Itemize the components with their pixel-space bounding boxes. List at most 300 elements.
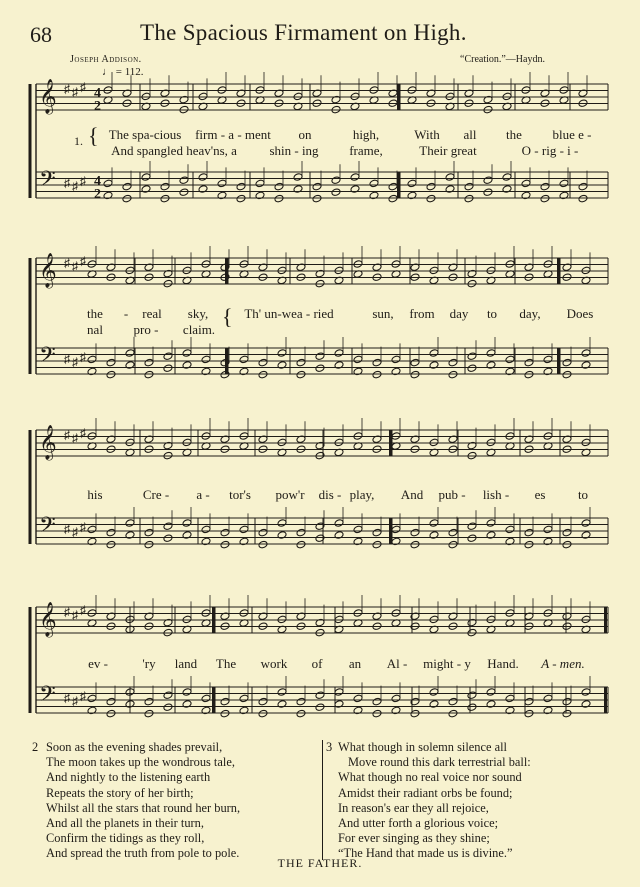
notehead — [122, 194, 132, 203]
lyric-syllable: tor's — [229, 487, 251, 502]
notehead — [429, 700, 439, 709]
notehead — [524, 358, 534, 367]
sharp-sign: ♯ — [80, 426, 86, 440]
notehead — [293, 185, 303, 194]
time-signature: 2 — [94, 99, 101, 114]
notehead — [562, 358, 572, 367]
notehead — [182, 688, 192, 697]
lyric-brace: { — [88, 123, 99, 148]
notehead — [274, 194, 284, 203]
lyric-syllable: 'ry — [142, 656, 156, 671]
sharp-sign: ♯ — [64, 691, 70, 705]
notehead — [562, 540, 572, 549]
notehead — [429, 688, 439, 697]
notehead — [106, 358, 116, 367]
notehead — [239, 432, 249, 441]
notehead — [106, 528, 116, 537]
notehead — [160, 182, 170, 191]
stanza-line: And spread the truth from pole to pole. — [46, 846, 240, 861]
double-barline — [389, 430, 392, 456]
notehead — [106, 709, 116, 718]
lyric-syllable: an — [348, 656, 362, 671]
stanza-line: And utter forth a glorious voice; — [338, 816, 499, 831]
lyric-syllable: his — [87, 487, 103, 502]
notehead — [350, 173, 360, 182]
notehead — [87, 432, 97, 441]
notehead — [372, 528, 382, 537]
sharp-sign: ♯ — [80, 520, 86, 534]
notehead — [125, 349, 135, 358]
stanza-number: 2 — [32, 740, 39, 754]
sharp-sign: ♯ — [64, 176, 70, 190]
sharp-sign: ♯ — [72, 525, 78, 539]
notehead — [315, 703, 325, 712]
lyric-syllable: frame, — [349, 143, 383, 158]
notehead — [543, 694, 553, 703]
notehead — [410, 540, 420, 549]
notehead — [122, 182, 132, 191]
tempo-marking: ♩ = 112. — [102, 66, 144, 78]
notehead — [543, 432, 553, 441]
lyric-syllable: pro - — [133, 322, 159, 337]
lyric-syllable: With — [414, 127, 440, 142]
notehead — [578, 194, 588, 203]
sharp-sign: ♯ — [80, 254, 86, 268]
notehead — [315, 691, 325, 700]
notehead — [505, 609, 515, 618]
notehead — [296, 358, 306, 367]
notehead — [144, 709, 154, 718]
treble-clef: 𝄞 — [39, 253, 57, 288]
notehead — [505, 694, 515, 703]
lyric-syllable: from — [409, 306, 435, 321]
notehead — [236, 182, 246, 191]
notehead — [277, 531, 287, 540]
final-barline — [604, 607, 607, 633]
lyric-syllable: The spa-cious — [108, 127, 182, 142]
notehead — [502, 92, 512, 101]
notehead — [350, 92, 360, 101]
notehead — [236, 194, 246, 203]
staves — [30, 72, 608, 718]
notehead — [372, 697, 382, 706]
stanza-line: For ever singing as they shine; — [338, 831, 490, 846]
notehead — [144, 540, 154, 549]
notehead — [448, 540, 458, 549]
sharp-sign: ♯ — [64, 428, 70, 442]
notehead — [372, 540, 382, 549]
section-footer: THE FATHER. — [277, 856, 363, 870]
stanza-line: “The Hand that made us is divine.” — [338, 846, 513, 861]
notehead — [255, 86, 265, 95]
lyric-syllable: land — [174, 656, 198, 671]
notehead — [258, 528, 268, 537]
notehead — [334, 519, 344, 528]
notehead — [239, 525, 249, 534]
notehead — [562, 697, 572, 706]
notehead — [201, 432, 211, 441]
notehead — [372, 370, 382, 379]
notehead — [429, 349, 439, 358]
lyric-syllable: - — [123, 306, 129, 321]
notehead — [334, 266, 344, 275]
notehead — [258, 358, 268, 367]
notehead — [277, 266, 287, 275]
notehead — [391, 432, 401, 441]
notehead — [483, 188, 493, 197]
notehead — [486, 266, 496, 275]
lyric-syllable: work — [260, 656, 288, 671]
notehead — [315, 364, 325, 373]
notehead — [182, 700, 192, 709]
lyric-syllable: sky, — [187, 306, 209, 321]
lyric-syllable: high, — [352, 127, 380, 142]
notehead — [353, 432, 363, 441]
lyric-syllable: lish - — [482, 487, 510, 502]
notehead — [426, 182, 436, 191]
notehead — [274, 182, 284, 191]
notehead — [524, 697, 534, 706]
sharp-sign: ♯ — [72, 694, 78, 708]
notehead — [141, 92, 151, 101]
notehead — [486, 519, 496, 528]
amen-text: A - men. — [541, 656, 585, 671]
lyric-syllable: O - rig - i - — [521, 143, 579, 158]
notehead — [464, 194, 474, 203]
notehead — [293, 92, 303, 101]
lyric-brace: { — [222, 304, 233, 329]
lyric-syllable: And spangled heav'ns, a — [111, 143, 237, 158]
bass-clef: 𝄢 — [39, 682, 56, 712]
notehead — [562, 528, 572, 537]
lyric-syllable: And — [400, 487, 424, 502]
notehead — [277, 519, 287, 528]
notehead — [87, 355, 97, 364]
notehead — [144, 370, 154, 379]
lyric-syllable: Their great — [419, 143, 477, 158]
notehead — [106, 540, 116, 549]
notehead — [372, 358, 382, 367]
lyric-syllable: might - y — [423, 656, 471, 671]
notehead — [467, 703, 477, 712]
notehead — [581, 615, 591, 624]
notehead — [198, 173, 208, 182]
notehead — [581, 361, 591, 370]
notehead — [353, 260, 363, 269]
notehead — [125, 266, 135, 275]
notehead — [467, 534, 477, 543]
lyric-syllable: sun, — [372, 306, 394, 321]
notehead — [540, 194, 550, 203]
bass-clef: 𝄢 — [39, 167, 56, 197]
stanza-line: And all the planets in their turn, — [46, 816, 204, 831]
sharp-sign: ♯ — [80, 80, 86, 94]
notehead — [505, 260, 515, 269]
notehead — [334, 615, 344, 624]
stanza-line: Move round this dark terrestrial ball: — [348, 755, 531, 770]
stanza-2 — [46, 740, 240, 862]
notehead — [505, 355, 515, 364]
notehead — [163, 534, 173, 543]
notehead — [198, 92, 208, 101]
notehead — [445, 185, 455, 194]
notehead — [369, 86, 379, 95]
lyric-syllable: Th' un-wea - ried — [244, 306, 334, 321]
notehead — [578, 182, 588, 191]
notehead — [467, 691, 477, 700]
notehead — [163, 352, 173, 361]
stanza-line: And nightly to the listening earth — [46, 770, 211, 785]
notehead — [505, 432, 515, 441]
notehead — [182, 349, 192, 358]
notehead — [486, 361, 496, 370]
notehead — [144, 358, 154, 367]
sharp-sign: ♯ — [80, 603, 86, 617]
notehead — [407, 179, 417, 188]
stanza-line: In reason's ear they all rejoice, — [338, 800, 489, 815]
lyric-syllable: claim. — [182, 322, 216, 337]
notehead — [87, 260, 97, 269]
notehead — [179, 188, 189, 197]
lyric-syllable: a - — [196, 487, 210, 502]
notehead — [353, 525, 363, 534]
lyric-syllable: day — [449, 306, 469, 321]
lyric-syllable: the — [506, 127, 522, 142]
notehead — [296, 709, 306, 718]
notehead — [201, 609, 211, 618]
notehead — [581, 266, 591, 275]
notehead — [502, 173, 512, 182]
notehead — [239, 694, 249, 703]
lyric-syllable: Does — [566, 306, 594, 321]
notehead — [179, 176, 189, 185]
notehead — [334, 361, 344, 370]
notehead — [486, 349, 496, 358]
notehead — [334, 700, 344, 709]
notehead — [331, 188, 341, 197]
double-barline — [557, 348, 560, 374]
lyric-syllable: es — [534, 487, 546, 502]
lyric-syllable: dis - — [318, 487, 342, 502]
notehead — [448, 709, 458, 718]
time-signature: 4 — [94, 174, 101, 189]
notehead — [87, 609, 97, 618]
notehead — [239, 609, 249, 618]
sharp-sign: ♯ — [64, 522, 70, 536]
notehead — [296, 528, 306, 537]
notehead — [312, 194, 322, 203]
notehead — [239, 260, 249, 269]
notehead — [201, 355, 211, 364]
notehead — [239, 355, 249, 364]
sharp-sign: ♯ — [72, 259, 78, 273]
notehead — [258, 697, 268, 706]
notehead — [312, 182, 322, 191]
lyric-syllable: to — [486, 306, 498, 321]
notehead — [277, 700, 287, 709]
notehead — [524, 370, 534, 379]
lyric-syllable: on — [298, 127, 312, 142]
notehead — [448, 697, 458, 706]
sharp-sign: ♯ — [64, 82, 70, 96]
notehead — [543, 609, 553, 618]
notehead — [429, 361, 439, 370]
notehead — [220, 709, 230, 718]
notehead — [467, 522, 477, 531]
notehead — [391, 260, 401, 269]
notehead — [334, 531, 344, 540]
notehead — [521, 86, 531, 95]
notehead — [581, 519, 591, 528]
notehead — [125, 438, 135, 447]
notehead — [410, 528, 420, 537]
notehead — [87, 525, 97, 534]
notehead — [353, 609, 363, 618]
notehead — [201, 694, 211, 703]
notehead — [103, 179, 113, 188]
notehead — [220, 528, 230, 537]
notehead — [220, 697, 230, 706]
sharp-sign: ♯ — [72, 179, 78, 193]
page-number: 68 — [30, 22, 52, 47]
notehead — [277, 615, 287, 624]
bass-clef: 𝄢 — [39, 343, 56, 373]
notehead — [106, 370, 116, 379]
lyric-syllable: nal — [87, 322, 103, 337]
lyric-syllable: Cre - — [142, 487, 170, 502]
notehead — [562, 709, 572, 718]
notehead — [198, 185, 208, 194]
double-barline — [212, 687, 215, 713]
stanza-line: What though in solemn silence all — [338, 740, 507, 754]
notehead — [505, 525, 515, 534]
notehead — [315, 352, 325, 361]
treble-clef: 𝄞 — [39, 425, 57, 460]
double-barline — [389, 518, 392, 544]
notehead — [559, 86, 569, 95]
notehead — [388, 194, 398, 203]
stanza-line: Amidst their radiant orbs be found; — [338, 785, 513, 800]
notehead — [141, 173, 151, 182]
stanza-line: Repeats the story of her birth; — [46, 785, 194, 800]
notehead — [524, 528, 534, 537]
notehead — [125, 531, 135, 540]
notehead — [486, 438, 496, 447]
notehead — [581, 531, 591, 540]
notehead — [410, 358, 420, 367]
notehead — [350, 185, 360, 194]
notehead — [182, 361, 192, 370]
notehead — [426, 194, 436, 203]
lyric-syllable: to — [577, 487, 589, 502]
notehead — [521, 179, 531, 188]
sharp-sign: ♯ — [72, 85, 78, 99]
lyric-syllable: Al - — [386, 656, 408, 671]
lyric-syllable: shin - ing — [269, 143, 319, 158]
double-barline — [557, 258, 560, 284]
notehead — [388, 182, 398, 191]
notehead — [163, 364, 173, 373]
sharp-sign: ♯ — [80, 174, 86, 188]
notehead — [258, 370, 268, 379]
notehead — [486, 688, 496, 697]
lyric-syllable: play, — [349, 487, 375, 502]
stanza-line: Soon as the evening shades prevail, — [46, 740, 223, 754]
notehead — [410, 370, 420, 379]
notehead — [429, 438, 439, 447]
final-barline — [604, 687, 607, 713]
notehead — [448, 528, 458, 537]
notehead — [543, 260, 553, 269]
stanza-line: What though no real voice nor sound — [338, 770, 522, 785]
notehead — [524, 540, 534, 549]
time-signature: 4 — [94, 86, 101, 101]
notehead — [559, 179, 569, 188]
notehead — [486, 700, 496, 709]
notehead — [334, 349, 344, 358]
notehead — [331, 176, 341, 185]
sharp-sign: ♯ — [64, 605, 70, 619]
notehead — [391, 525, 401, 534]
notehead — [540, 182, 550, 191]
notehead — [125, 519, 135, 528]
notehead — [296, 540, 306, 549]
notehead — [407, 86, 417, 95]
notehead — [334, 438, 344, 447]
sharp-sign: ♯ — [64, 256, 70, 270]
notehead — [486, 531, 496, 540]
sharp-sign: ♯ — [64, 352, 70, 366]
notehead — [429, 531, 439, 540]
notehead — [429, 266, 439, 275]
notehead — [277, 349, 287, 358]
notehead — [543, 355, 553, 364]
sharp-sign: ♯ — [72, 355, 78, 369]
lyric-syllable: blue e - — [552, 127, 592, 142]
tune-credit: “Creation.”—Haydn. — [460, 54, 545, 65]
notehead — [217, 179, 227, 188]
lyric-syllable: ev - — [88, 656, 108, 671]
notehead — [562, 370, 572, 379]
notehead — [220, 370, 230, 379]
notehead — [277, 688, 287, 697]
stanza-line: Confirm the tidings as they roll, — [46, 831, 205, 846]
notehead — [448, 370, 458, 379]
double-barline — [225, 348, 228, 374]
lyric-syllable: day, — [519, 306, 541, 321]
notehead — [334, 688, 344, 697]
notehead — [255, 179, 265, 188]
lyric-syllable: The — [215, 656, 237, 671]
notehead — [429, 615, 439, 624]
notehead — [581, 688, 591, 697]
notehead — [163, 522, 173, 531]
notehead — [201, 525, 211, 534]
verse-number: 1. — [74, 134, 83, 148]
notehead — [258, 709, 268, 718]
lyric-syllable: pow'r — [275, 487, 305, 502]
double-barline — [212, 607, 215, 633]
lyric-syllable: pub - — [438, 487, 466, 502]
notehead — [144, 528, 154, 537]
bass-clef: 𝄢 — [39, 513, 56, 543]
lyric-syllable: firm - a - ment — [195, 127, 271, 142]
notehead — [448, 358, 458, 367]
stanza-number: 3 — [326, 740, 333, 754]
notehead — [391, 694, 401, 703]
notehead — [182, 438, 192, 447]
notehead — [581, 438, 591, 447]
